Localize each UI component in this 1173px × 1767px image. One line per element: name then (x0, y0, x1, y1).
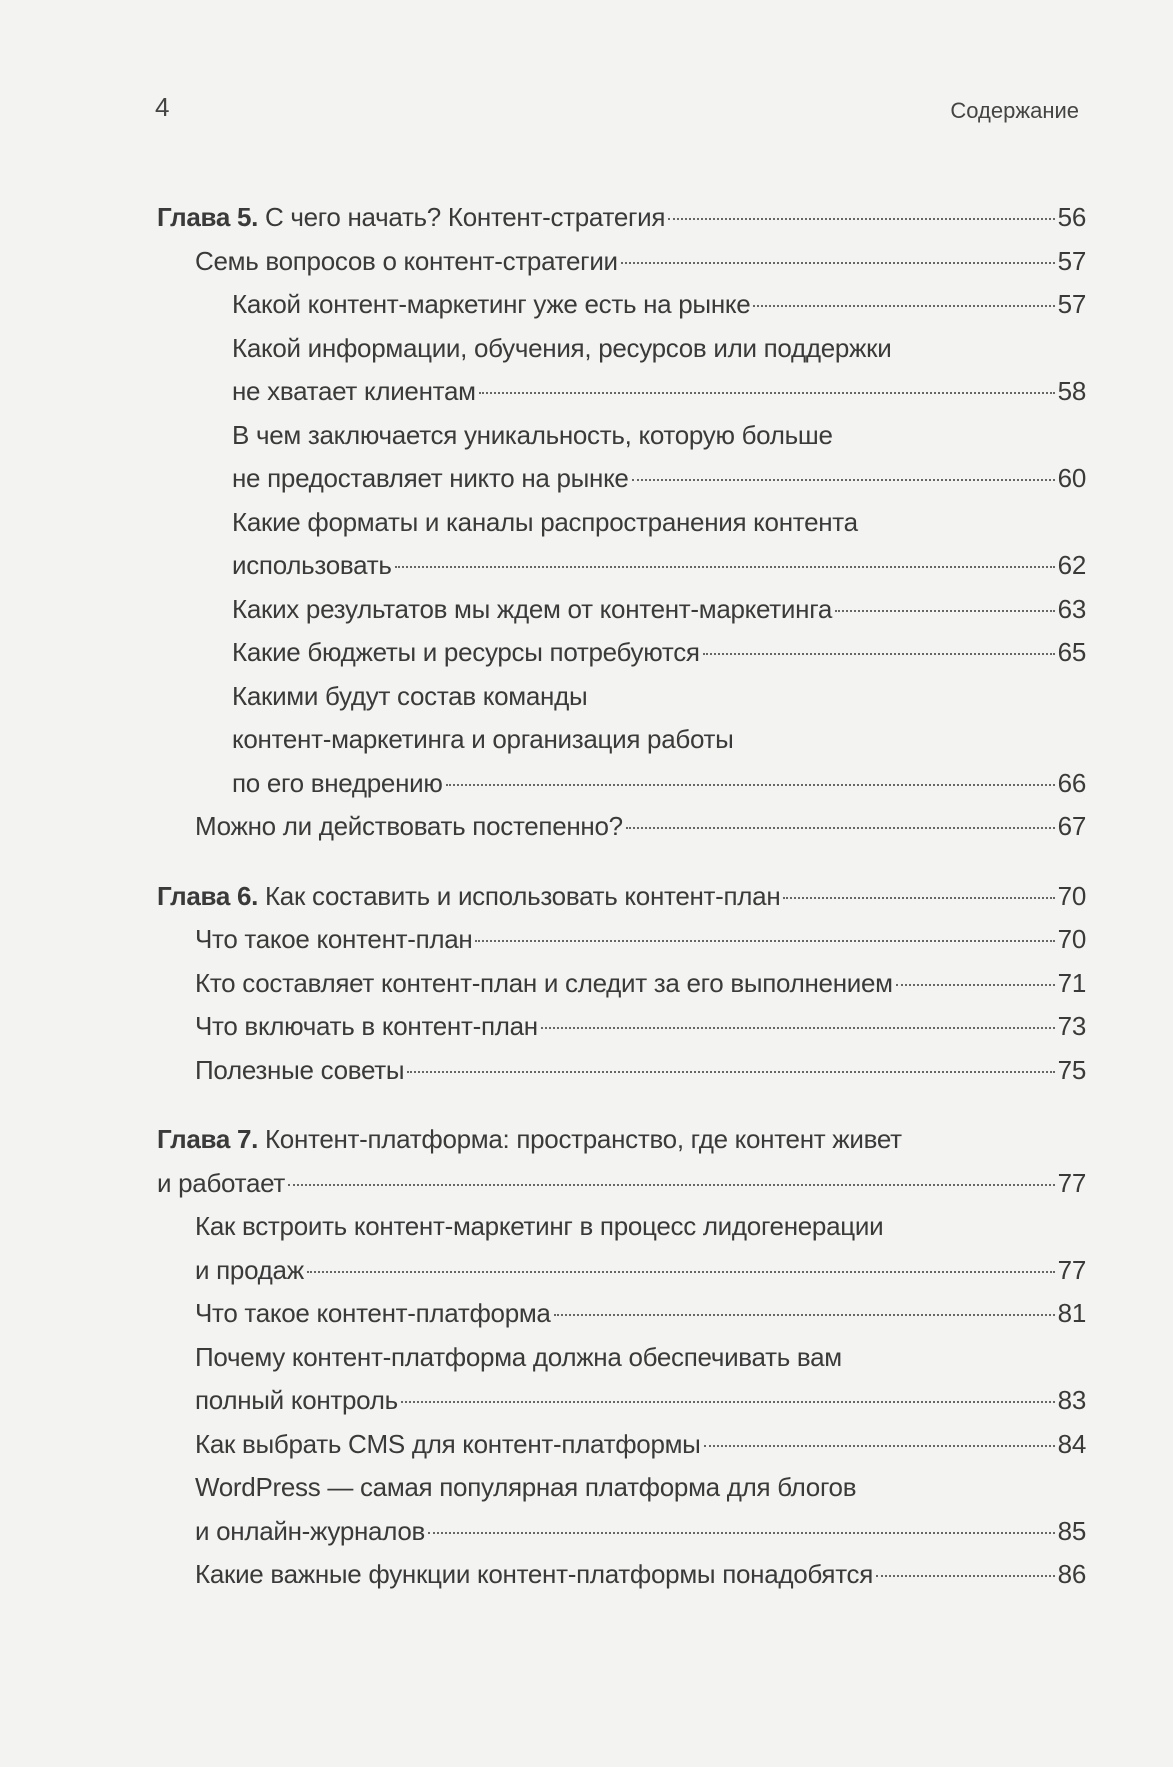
dot-leader (704, 1445, 1055, 1447)
toc-entry-title (195, 240, 618, 284)
toc-entry[interactable] (157, 1553, 1086, 1597)
toc-chapter-heading[interactable] (157, 1118, 1086, 1205)
dot-leader (621, 262, 1055, 264)
running-head: Содержание (950, 98, 1079, 123)
toc-title-text: Какими будут состав команды (232, 680, 588, 711)
toc-entry[interactable] (157, 1205, 1086, 1292)
toc-entry-title (232, 333, 891, 363)
toc-entry[interactable] (157, 675, 1086, 806)
toc-entry[interactable] (157, 1292, 1086, 1336)
toc-line (157, 1336, 1086, 1380)
toc-entry-title (195, 1211, 883, 1241)
toc-title-text: Кто составляет контент-план и следит за его выполнением (195, 967, 893, 998)
toc-title-text: Что такое контент-платформа (195, 1298, 551, 1328)
toc-entry[interactable] (157, 588, 1086, 632)
toc-entry-title (232, 370, 476, 414)
toc-page-number: 56 (1057, 202, 1086, 232)
toc-entry-title (195, 962, 893, 1006)
toc-entry-title (195, 1342, 842, 1372)
toc-entry-title (232, 457, 629, 501)
toc-line (157, 414, 1086, 458)
toc-title-text: Каких результатов мы ждем от контент-маркетинга (232, 593, 832, 624)
toc-page-number: 65 (1057, 637, 1086, 667)
toc-line (157, 805, 1086, 849)
dot-leader (668, 218, 1055, 220)
toc-line (157, 1249, 1086, 1293)
toc-entry-title (195, 1379, 398, 1423)
toc-line (157, 1118, 1086, 1162)
toc-line (157, 283, 1086, 327)
dot-leader (407, 1071, 1054, 1073)
toc-title-text: Контент-платформа: пространство, где контент живет (258, 1124, 902, 1154)
toc-title-text: Какие важные функции контент-платформы понадобятся (195, 1559, 873, 1589)
toc-line (157, 962, 1086, 1006)
toc-entry[interactable] (157, 1336, 1086, 1423)
toc-entry-title (232, 588, 832, 632)
toc-entry[interactable] (157, 631, 1086, 675)
toc-title-text: по его внедрению (232, 767, 443, 798)
toc-title-text: не хватает клиентам (232, 376, 476, 406)
toc-line (157, 1205, 1086, 1249)
toc-entry[interactable] (157, 805, 1086, 849)
toc-line (157, 675, 1086, 719)
table-of-contents (157, 196, 1086, 1623)
toc-entry[interactable] (157, 1049, 1086, 1093)
toc-line (157, 1005, 1086, 1049)
toc-entry-title (157, 1162, 285, 1206)
toc-entry[interactable] (157, 240, 1086, 284)
toc-chapter-heading[interactable] (157, 875, 1086, 919)
toc-entry-title (157, 1124, 902, 1154)
toc-entry-title (232, 420, 833, 450)
toc-title-text: Какой контент-маркетинг уже есть на рынке (232, 289, 751, 319)
toc-title-text: WordPress — самая популярная платформа для блогов (195, 1472, 857, 1502)
toc-page-number: 62 (1057, 550, 1086, 580)
dot-leader (626, 827, 1055, 829)
toc-entry-title (232, 283, 750, 327)
toc-chapter (157, 196, 1086, 849)
toc-title-text: Что включать в контент-план (195, 1011, 538, 1041)
chapter-label: Глава 7. (157, 1124, 259, 1154)
dot-leader (446, 784, 1055, 786)
toc-entry-title (157, 875, 780, 919)
toc-entry-title (157, 196, 665, 240)
dot-leader (783, 897, 1054, 899)
toc-page-number: 77 (1057, 1167, 1086, 1198)
toc-entry-title (195, 918, 472, 962)
toc-entry-title (195, 1472, 856, 1502)
toc-line (157, 1423, 1086, 1467)
toc-line (157, 240, 1086, 284)
toc-entry-title (232, 681, 587, 711)
dot-leader (896, 984, 1055, 986)
toc-entry-title (232, 724, 734, 754)
toc-entry-title (195, 805, 623, 849)
toc-entry-title (232, 544, 392, 588)
dot-leader (541, 1027, 1055, 1029)
toc-line (157, 501, 1086, 545)
toc-line (157, 327, 1086, 371)
toc-page-number: 67 (1057, 811, 1086, 841)
toc-page-number: 75 (1057, 1054, 1086, 1085)
toc-title-text: Какие форматы и каналы распространения контента (232, 506, 858, 537)
toc-entry-title (195, 1005, 538, 1049)
toc-line (157, 544, 1086, 588)
toc-title-text: полный контроль (195, 1385, 398, 1415)
toc-line (157, 370, 1086, 414)
toc-entry[interactable] (157, 501, 1086, 588)
toc-line (157, 1292, 1086, 1336)
dot-leader (475, 940, 1054, 942)
toc-line (157, 1553, 1086, 1597)
toc-page-number: 85 (1057, 1515, 1086, 1546)
toc-title-text: и работает (157, 1167, 286, 1198)
dot-leader (288, 1184, 1055, 1186)
toc-chapter (157, 875, 1086, 1093)
toc-entry[interactable] (157, 414, 1086, 501)
toc-page-number: 57 (1057, 245, 1086, 276)
toc-page-number: 84 (1057, 1428, 1086, 1459)
toc-entry-title (195, 1510, 425, 1554)
chapter-label: Глава 5. (157, 202, 259, 232)
page-number: 4 (155, 92, 170, 122)
toc-page-number: 73 (1057, 1011, 1086, 1041)
toc-title-text: не предоставляет никто на рынке (232, 463, 629, 493)
dot-leader (753, 305, 1054, 307)
toc-page-number: 66 (1057, 767, 1086, 798)
toc-entry[interactable] (157, 1005, 1086, 1049)
toc-title-text: использовать (232, 550, 392, 580)
dot-leader (632, 479, 1055, 481)
toc-line (157, 1510, 1086, 1554)
toc-line (157, 918, 1086, 962)
toc-line (157, 1162, 1086, 1206)
toc-line (157, 762, 1086, 806)
dot-leader (428, 1532, 1055, 1534)
dot-leader (307, 1271, 1055, 1273)
toc-entry[interactable] (157, 962, 1086, 1006)
toc-line (157, 588, 1086, 632)
dot-leader (703, 653, 1055, 655)
toc-entry-title (195, 1049, 404, 1093)
toc-title-text: и продаж (195, 1254, 304, 1285)
toc-title-text: Почему контент-платформа должна обеспечивать вам (195, 1341, 842, 1372)
toc-line (157, 1049, 1086, 1093)
toc-entry-title (195, 1292, 551, 1336)
toc-chapter-heading[interactable] (157, 196, 1086, 240)
toc-entry-title (195, 1553, 873, 1597)
toc-title-text: Что такое контент-план (195, 924, 473, 954)
toc-line (157, 875, 1086, 919)
toc-page-number: 60 (1057, 463, 1086, 493)
toc-entry[interactable] (157, 283, 1086, 327)
toc-entry-title (232, 762, 443, 806)
toc-page-number: 83 (1057, 1385, 1086, 1415)
toc-line (157, 1466, 1086, 1510)
toc-title-text: и онлайн-журналов (195, 1515, 426, 1546)
toc-title-text: Как встроить контент-маркетинг в процесс лидогенерации (195, 1211, 884, 1241)
toc-line (157, 718, 1086, 762)
toc-title-text: В чем заключается уникальность, которую больше (232, 419, 833, 450)
toc-entry[interactable] (157, 1423, 1086, 1467)
dot-leader (835, 610, 1055, 612)
toc-entry[interactable] (157, 918, 1086, 962)
toc-page-number: 70 (1057, 880, 1086, 911)
toc-page-number: 57 (1057, 289, 1086, 319)
toc-title-text: С чего начать? Контент-стратегия (258, 202, 666, 232)
toc-line (157, 196, 1086, 240)
toc-page-number: 77 (1057, 1254, 1086, 1285)
dot-leader (554, 1314, 1055, 1316)
dot-leader (401, 1401, 1055, 1403)
dot-leader (395, 566, 1055, 568)
toc-title-text: Можно ли действовать постепенно? (195, 811, 623, 841)
toc-title-text: Полезные советы (195, 1054, 405, 1085)
toc-page-number: 63 (1057, 593, 1086, 624)
toc-page-number: 70 (1057, 924, 1086, 954)
toc-page-number: 71 (1057, 967, 1086, 998)
toc-title-text: Как составить и использовать контент-план (258, 880, 781, 911)
toc-title-text: Как выбрать CMS для контент-платформы (195, 1428, 701, 1459)
toc-entry-title (232, 507, 858, 537)
chapter-label: Глава 6. (157, 880, 259, 911)
toc-entry[interactable] (157, 327, 1086, 414)
toc-title-text: Какой информации, обучения, ресурсов или поддержки (232, 332, 892, 363)
dot-leader (479, 392, 1055, 394)
toc-entry-title (195, 1423, 701, 1467)
toc-page-number: 86 (1057, 1559, 1086, 1589)
toc-title-text: Семь вопросов о контент-стратегии (195, 245, 618, 276)
toc-page-number: 81 (1057, 1298, 1086, 1328)
toc-entry[interactable] (157, 1466, 1086, 1553)
toc-line (157, 457, 1086, 501)
toc-title-text: Какие бюджеты и ресурсы потребуются (232, 637, 700, 667)
toc-line (157, 1379, 1086, 1423)
toc-page-number: 58 (1057, 376, 1086, 406)
toc-line (157, 631, 1086, 675)
toc-entry-title (195, 1249, 304, 1293)
toc-chapter (157, 1118, 1086, 1597)
dot-leader (876, 1575, 1055, 1577)
toc-title-text: контент-маркетинга и организация работы (232, 724, 734, 754)
toc-entry-title (232, 631, 700, 675)
